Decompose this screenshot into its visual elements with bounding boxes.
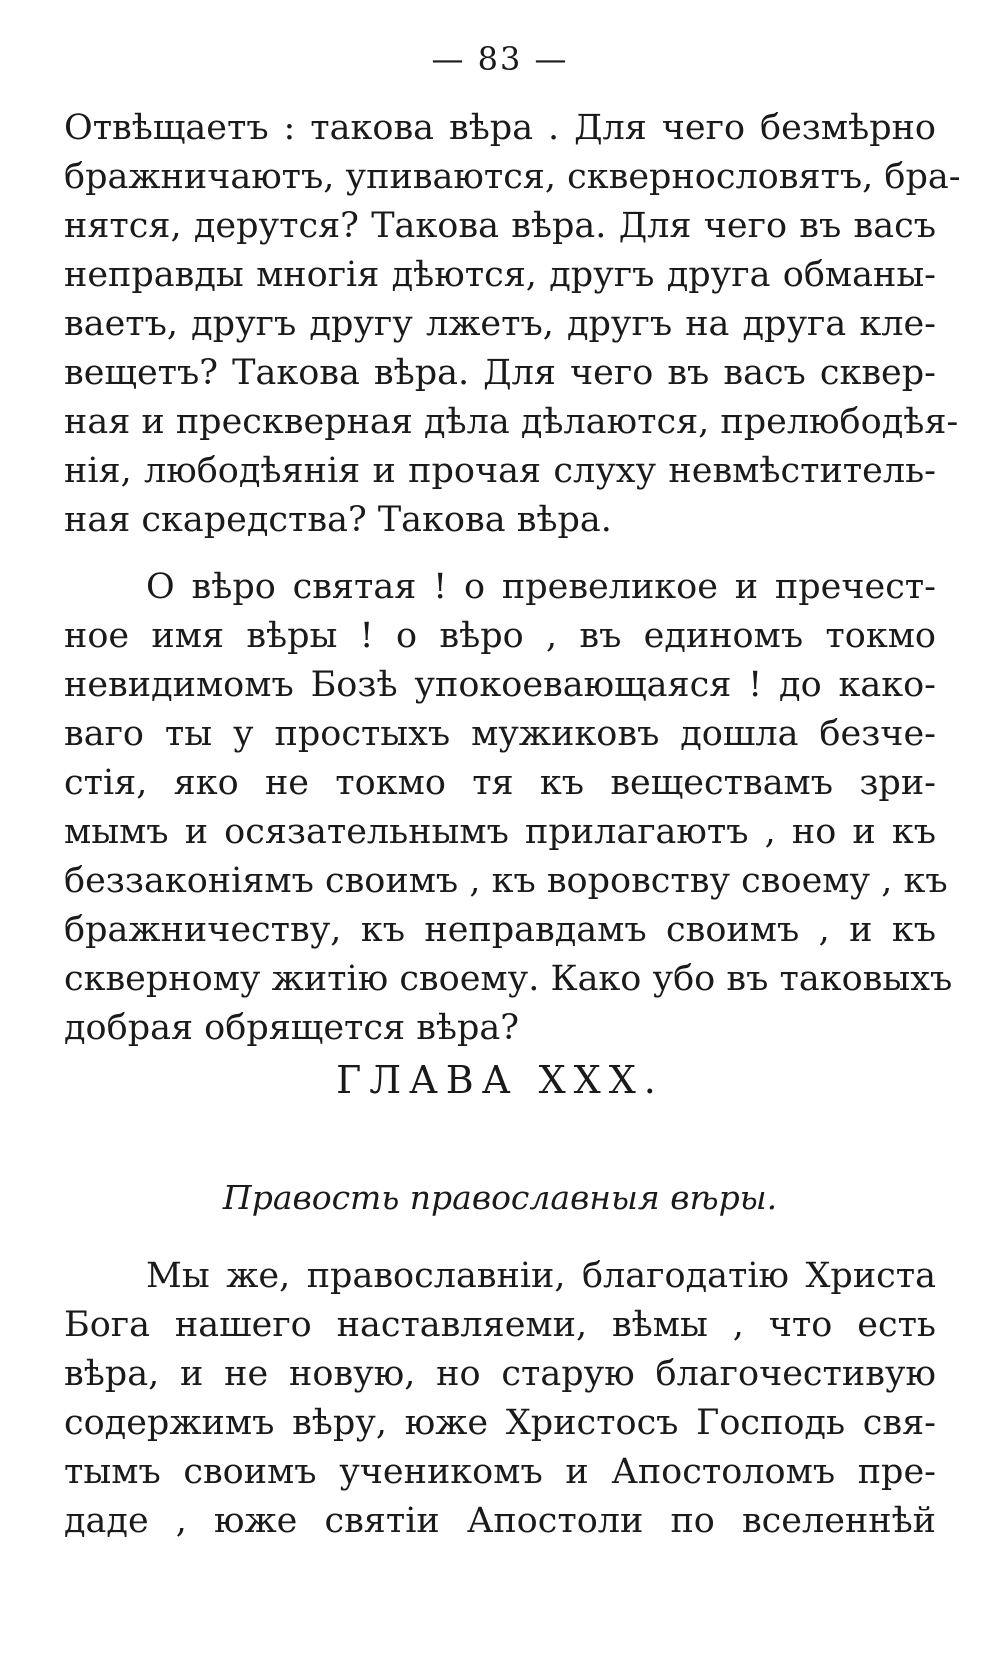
paragraph-line: ваго ты у простыхъ мужиковъ дошла безче- (64, 714, 936, 754)
paragraph-2 (64, 563, 953, 1053)
paragraph-line: невидимомъ Бозѣ упокоевающаяся ! до како- (64, 665, 936, 705)
paragraph-line: беззаконіямъ своимъ , къ воровству своему , къ (64, 861, 948, 901)
page-number: — 83 — (431, 40, 569, 78)
paragraph-line: вещетъ? Такова вѣра. Для чего въ васъ сквер- (64, 353, 936, 393)
paragraph-line: ное имя вѣры ! о вѣро , въ единомъ токмо (64, 616, 936, 656)
paragraph-line: бражничаютъ, упиваются, сквернословятъ, бра- (64, 157, 961, 197)
chapter-subtitle: Правость православныя вѣры. (222, 1178, 778, 1217)
paragraph-line: Бога нашего наставляеми, вѣмы , что есть (64, 1305, 936, 1345)
chapter-title: ГЛАВА XXX. (336, 1058, 664, 1102)
paragraph-line: добрая обрящется вѣра? (64, 1008, 520, 1048)
paragraph-line: ваетъ, другъ другу лжетъ, другъ на друга кле- (64, 304, 936, 344)
paragraph-line: ная скаредства? Такова вѣра. (64, 500, 612, 540)
paragraph-line: О вѣро святая ! о превеликое и пречест- (146, 567, 936, 607)
paragraph-line: даде , юже святіи Апостоли по вселеннѣй (64, 1501, 936, 1541)
paragraph-line: тымъ своимъ ученикомъ и Апостоломъ пре- (64, 1452, 936, 1492)
paragraph-3 (64, 1252, 936, 1546)
paragraph-line: ная и прескверная дѣла дѣлаются, прелюбодѣя- (64, 402, 959, 442)
paragraph-line: неправды многія дѣются, другъ друга обманы- (64, 255, 936, 295)
paragraph-line: вѣра, и не новую, но старую благочестивую (64, 1354, 936, 1394)
paragraph-line: Отвѣщаетъ : такова вѣра . Для чего безмѣрно (64, 108, 936, 148)
paragraph-line: бражничеству, къ неправдамъ своимъ , и къ (64, 910, 936, 950)
paragraph-line: мымъ и осязательнымъ прилагаютъ , но и къ (64, 812, 936, 852)
paragraph-line: нія, любодѣянія и прочая слуху невмѣститель- (64, 451, 936, 491)
paragraph-line: содержимъ вѣру, юже Христосъ Господь свя- (64, 1403, 936, 1443)
paragraph-1 (64, 104, 961, 545)
paragraph-line: Мы же, православніи, благодатію Христа (146, 1256, 936, 1296)
paragraph-line: стія, яко не токмо тя къ веществамъ зри- (64, 763, 936, 803)
paragraph-line: нятся, дерутся? Такова вѣра. Для чего въ васъ (64, 206, 936, 246)
paragraph-line: скверному житію своему. Како убо въ таковыхъ (64, 959, 953, 999)
